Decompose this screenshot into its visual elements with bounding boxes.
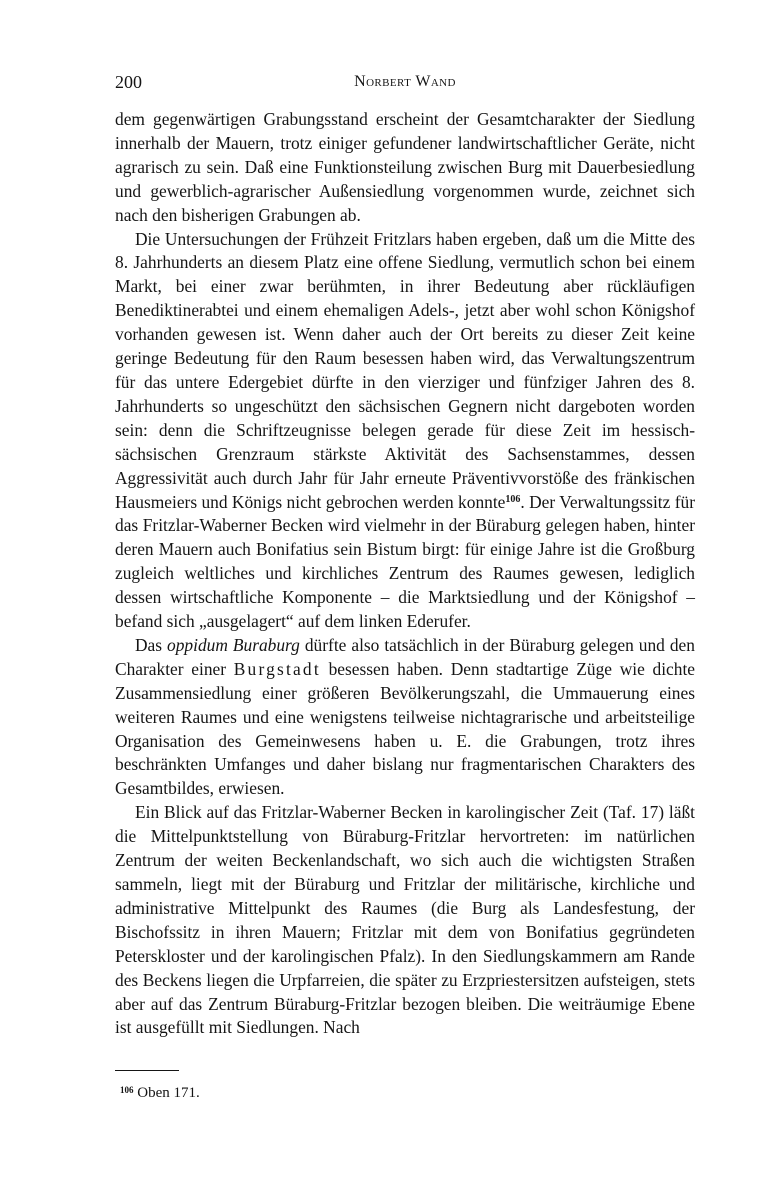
paragraph-text: . Der Verwaltungssitz für das Fritzlar-Waberner Becken wird vielmehr in der Büraburg gelegen haben, hinter deren Mauern auch Bonifatius sein Bistum birgt: für einige Jahre ist die Großburg zugleich weltliches und kirchliches Zentrum des Raumes gewesen, lediglich dessen wirtschaftliche Komponente – die Marktsiedlung und der Königshof – befand sich „ausgelagert“ auf dem linken Ederufer. [115, 491, 695, 632]
paragraph-oppidum-buraburg [115, 634, 695, 801]
page-header [115, 72, 695, 96]
running-head: Norbert Wand [354, 73, 456, 90]
paragraph-text: Die Untersuchungen der Frühzeit Fritzlars haben ergeben, daß um die Mitte des 8. Jahrhunderts an diesem Platz eine offene Siedlung, vermutlich schon bei einem Markt, bei einer zwar berühmten, in ihrer Bedeutung aber rückläufigen Benediktinerabtei und einem ehemaligen Adels-, jetzt aber wohl schon Königshof vorhanden gewesen ist. Wenn daher auch der Ort bereits zu dieser Zeit keine geringe Bedeutung für den Raum besessen haben wird, das Verwaltungszentrum für das untere Edergebiet dürfte in den vierziger und fünfziger Jahren des 8. Jahrhunderts so ungeschützt den sächsischen Gegnern nicht dargeboten worden sein: denn die Schriftzeugnisse belegen gerade für diese Zeit im hessisch-sächsischen Grenzraum stärkste Aktivität des Sachsenstammes, dessen Aggressivität auch durch Jahr für Jahr erneute Präventivvorstöße des fränkischen Hausmeiers und Königs nicht gebrochen werden konnte [115, 228, 695, 512]
footnote-reference[interactable]: 106 [505, 493, 521, 505]
paragraph-text: Das [135, 634, 168, 655]
footnote-text: Oben 171. [133, 1085, 200, 1102]
body-text [115, 108, 695, 1040]
paragraph-fritzlar-early-period [115, 228, 695, 634]
book-page [115, 72, 695, 1102]
paragraph-carolingian-period: Ein Blick auf das Fritzlar-Waberner Becken in karolingischer Zeit (Taf. 17) läßt die Mittelpunktstellung von Büraburg-Fritzlar hervortreten: im natürlichen Zentrum der weiten Beckenlandschaft, wo sich auch die wichtigsten Straßen sammeln, liegt mit der Büraburg und Fritzlar der militärische, kirchliche und administrative Mittelpunkt des Raumes (die Burg als Landesfestung, der Bischofssitz in ihren Mauern; Fritzlar mit dem von Bonifatius gegründeten Peterskloster und der karolingischen Pfalz). In den Siedlungskammern am Rande des Beckens liegen die Urpfarreien, die später zu Erzpriestersitzen aufsteigen, stets aber auf das Zentrum Büraburg-Fritzlar bezogen bleiben. Die weiträumige Ebene ist ausgefüllt mit Siedlungen. Nach [115, 802, 695, 1038]
page-number: 200 [115, 72, 142, 92]
paragraph-text: dürfte also tatsächlich in der Büraburg gelegen und den Charakter einer [115, 634, 695, 679]
footnote-rule [115, 1070, 179, 1071]
paragraph-continuation: dem gegenwärtigen Grabungsstand erscheint der Gesamtcharakter der Siedlung innerhalb der Mauern, trotz einiger gefundener landwirtschaftlicher Geräte, nicht agrarisch zu sein. Daß eine Funktionsteilung zwischen Burg mit Dauerbesiedlung und gewerblich-agrarischer Außensiedlung vorgenommen wurde, zeichnet sich nach den bisherigen Grabungen ab. [115, 109, 695, 225]
footnote [120, 1085, 695, 1102]
footnote-number: 106 [120, 1085, 134, 1096]
italic-term: oppidum Buraburg [167, 634, 300, 655]
paragraph-text: besessen haben. Denn stadtartige Züge wie dichte Zusammensiedlung einer größeren Bevölkerungszahl, die Ummauerung eines weiteren Raumes und eine wenigstens teilweise nichtagrarische und arbeitsteilige Organisation des Gemeinwesens haben u. E. die Grabungen, trotz ihres beschränkten Umfanges und daher bislang nur fragmentarischen Charakters des Gesamtbildes, erwiesen. [115, 658, 696, 799]
spaced-term: Burgstadt [233, 658, 321, 679]
